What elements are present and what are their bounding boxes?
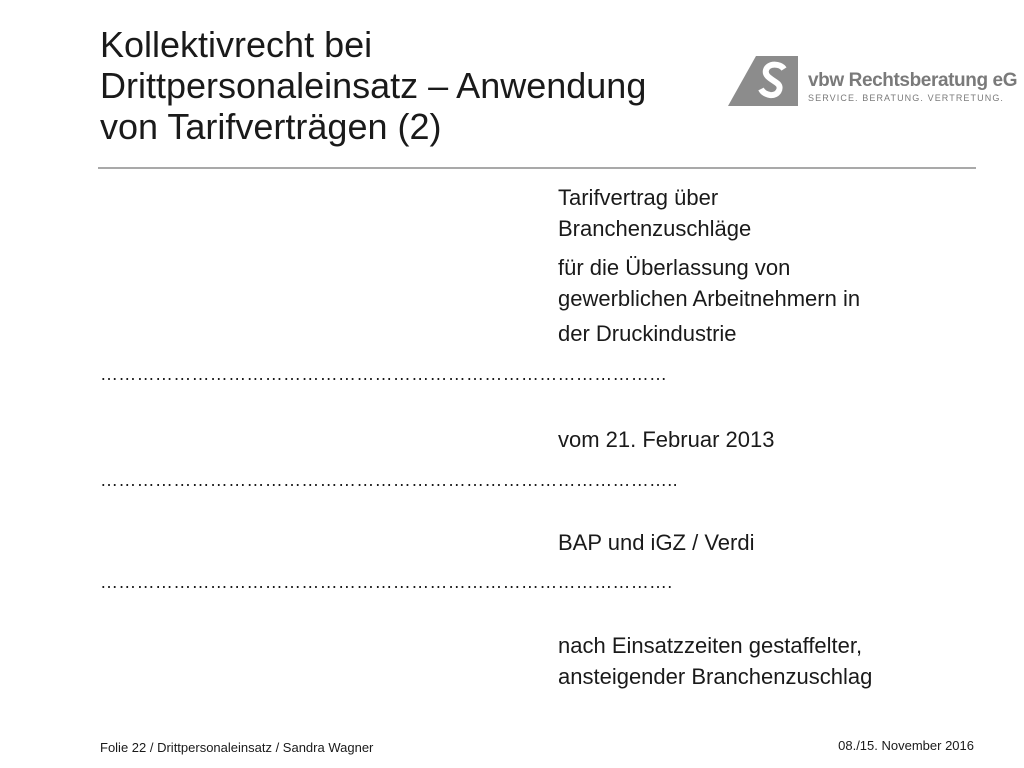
slide-title-line: von Tarifverträgen (2) xyxy=(100,106,442,147)
dotted-separator: ………………………………………………………………………………….. xyxy=(100,470,678,490)
dotted-separator: ………………………………………………………………………………… xyxy=(100,364,668,384)
contract-parties: BAP und iGZ / Verdi xyxy=(558,530,755,555)
vbw-logo xyxy=(728,56,1018,108)
slide-title xyxy=(100,24,720,147)
contract-title-line: Branchenzuschläge xyxy=(558,216,752,241)
title-divider xyxy=(98,167,976,169)
footer-date: 08./15. November 2016 xyxy=(838,738,974,753)
contract-title-line: Tarifvertrag über xyxy=(558,185,719,210)
logo-tagline: SERVICE. BERATUNG. VERTRETUNG. xyxy=(808,93,1005,103)
slide-title-line: Drittpersonaleinsatz – Anwendung xyxy=(100,65,647,106)
contract-summary-line: ansteigender Branchenzuschlag xyxy=(558,664,873,689)
dotted-separator: …………………………………………………………………………………. xyxy=(100,572,673,592)
logo-name: vbw Rechtsberatung eG xyxy=(808,70,1018,91)
contract-title xyxy=(558,182,751,244)
contract-summary-line: nach Einsatzzeiten gestaffelter, xyxy=(558,633,863,658)
contract-industry-line: der Druckindustrie xyxy=(558,321,737,346)
contract-subject-line: gewerblichen Arbeitnehmern in xyxy=(558,286,861,311)
contract-summary xyxy=(558,630,872,692)
footer-slide-info: Folie 22 / Drittpersonaleinsatz / Sandra Wagner xyxy=(100,740,374,755)
vbw-logo-mark-icon xyxy=(728,56,798,106)
contract-subject xyxy=(558,252,860,314)
contract-date: vom 21. Februar 2013 xyxy=(558,427,775,452)
contract-subject-line: für die Überlassung von xyxy=(558,255,791,280)
slide-title-line: Kollektivrecht bei xyxy=(100,24,373,65)
contract-industry xyxy=(558,318,737,349)
